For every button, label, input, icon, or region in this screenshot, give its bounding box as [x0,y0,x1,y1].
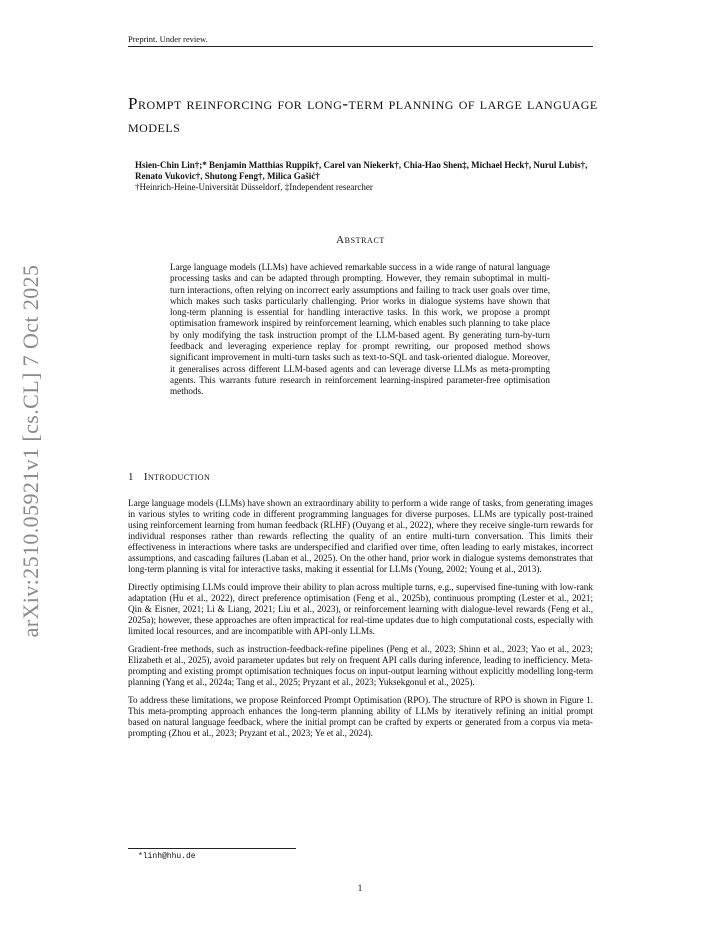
paragraph: To address these limitations, we propose Reinforced Prompt Optimisation (RPO). The structure of RPO is shown in Figure 1. This meta-prompting approach enhances the long-term planning ability of LLMs by iteratively refining an initial prompt based on natural language feedback, where the initial prompt can be crafted by experts or generated from a corpus via meta-prompting (Zhou et al., 2023; Pryzant et al., 2023; Ye et al., 2024). [128,695,593,738]
running-header: Preprint. Under review. [128,34,593,47]
section-body [128,498,593,746]
section-number: 1 [128,471,134,483]
section-heading [128,471,210,483]
page-number: 1 [357,884,363,894]
paragraph: Directly optimising LLMs could improve their ability to plan across multiple turns, e.g., supervised fine-tuning with low-rank adaptation (Hu et al., 2022), direct preference optimisation (Feng et al., 2025b), continuous prompting (Lester et al., 2021; Qin & Eisner, 2021; Li & Liang, 2021; Liu et al., 2023), or reinforcement learning with dialogue-level rewards (Feng et al., 2025a); however, these approaches are often impractical for real-time updates due to high computational costs, especially with limited local resources, and are incompatible with API-only LLMs. [128,582,593,636]
abstract-heading: Abstract [336,234,385,246]
abstract-text: Large language models (LLMs) have achieved remarkable success in a wide range of natural language processing tasks and can be adapted through prompting. However, they remain suboptimal in multi-turn interactions, often relying on incorrect early assumptions and failing to track user goals over time, which makes such tasks particularly challenging. Prior works in dialogue systems have shown that long-term planning is essential for handling interactive tasks. In this work, we propose a prompt optimisation framework inspired by reinforcement learning, which enables such planning to take place by only modifying the task instruction prompt of the LLM-based agent. By generating turn-by-turn feedback and leveraging experience replay for prompt rewriting, our proposed method shows significant improvement in multi-turn tasks such as text-to-SQL and task-oriented dialogue. Moreover, it generalises across different LLM-based agents and can leverage diverse LLMs as meta-prompting agents. This warrants future research in reinforcement learning-inspired parameter-free optimisation methods. [170,262,550,397]
footnote-rule [128,848,296,849]
footnote-email: *linh@hhu.de [138,852,196,861]
affiliations: †Heinrich-Heine-Universität Düsseldorf, ‡Independent researcher [135,182,373,192]
section-title: Introduction [143,471,211,483]
paragraph: Large language models (LLMs) have shown an extraordinary ability to perform a wide range of tasks, from generating images in various styles to writing code in different programming languages for diverse purposes. LLMs are typically post-trained using reinforcement learning from human feedback (RLHF) (Ouyang et al., 2022), where they receive single-turn rewards for individual responses rather than rewards reflecting the quality of an entire multi-turn conversation. This limits their effectiveness in interactions where tasks are underspecified and clarified over time, often leading to early mistakes, incorrect assumptions, and cascading failures (Laban et al., 2025). On the other hand, prior work in dialogue systems demonstrates that long-term planning is vital for interactive tasks, making it essential for LLMs (Young, 2002; Young et al., 2013). [128,498,593,574]
arxiv-identifier: arXiv:2510.05921v1 [cs.CL] 7 Oct 2025 [18,264,43,638]
paper-title: Prompt reinforcing for long-term planning of large language models [128,94,598,136]
paragraph: Gradient-free methods, such as instruction-feedback-refine pipelines (Peng et al., 2023; Shinn et al., 2023; Yao et al., 2023; Elizabeth et al., 2025), avoid parameter updates but rely on frequent API calls during inference, leading to inefficiency. Meta-prompting and existing prompt optimisation techniques focus on input-output learning without explicitly modelling long-term planning (Yang et al., 2024a; Tang et al., 2025; Pryzant et al., 2023; Yuksekgonul et al., 2025). [128,644,593,687]
arxiv-sidebar-stamp [20,266,42,636]
author-list: Hsien-Chin Lin†;* Benjamin Matthias Ruppik†, Carel van Niekerk†, Chia-Hao Shen‡, Michael Heck†, Nurul Lubis†, Renato Vukovic†, Shutong Feng†, Milica Gašić† [135,160,588,181]
